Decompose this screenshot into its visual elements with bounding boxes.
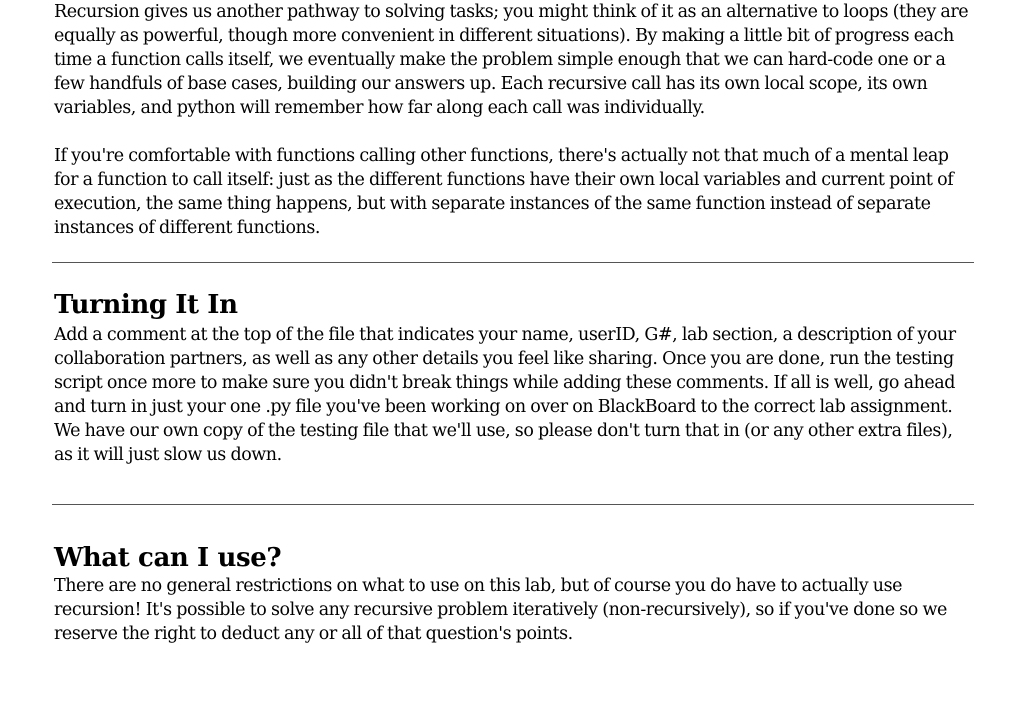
intro-paragraph-2: If you're comfortable with functions calling other functions, there's actually not that much of a mental leap for a function to call itself: just as the different functions have their own local variables and current point of execution, the same thing happens, but with separate instances of the same function instead of separate instances of different functions. <box>54 146 954 238</box>
intro-paragraph-1: Recursion gives us another pathway to solving tasks; you might think of it as an alternative to loops (they are equally as powerful, though more convenient in different situations). By making a little bit of progress each time a function calls itself, we eventually make the problem simple enough that we can hard-code one or a few handfuls of base cases, building our answers up. Each recursive call has its own local scope, its own variables, and python will remember how far along each call was individually. <box>54 2 969 118</box>
section-divider <box>52 262 974 263</box>
turning-it-in-body: Add a comment at the top of the file that indicates your name, userID, G#, lab section, a description of your collaboration partners, as well as any other details you feel like sharing. Once you are done, run the testing script once more to make sure you didn't break things while adding these comments. If all is well, go ahead and turn in just your one .py file you've been working on over on BlackBoard to the correct lab assignment. We have our own copy of the testing file that we'll use, so please don't turn that in (or any other extra files), as it will just slow us down. <box>54 325 956 465</box>
turning-it-in-heading: Turning It In <box>54 290 238 320</box>
intro-section <box>54 0 974 240</box>
what-can-i-use-body: There are no general restrictions on what to use on this lab, but of course you do have to actually use recursion! It's possible to solve any recursive problem iteratively (non-recursively), so if you've done so we reserve the right to deduct any or all of that question's points. <box>54 576 947 644</box>
turning-it-in-section <box>54 290 974 467</box>
section-divider <box>52 504 974 505</box>
what-can-i-use-heading: What can I use? <box>54 543 282 573</box>
what-can-i-use-section <box>54 543 974 646</box>
